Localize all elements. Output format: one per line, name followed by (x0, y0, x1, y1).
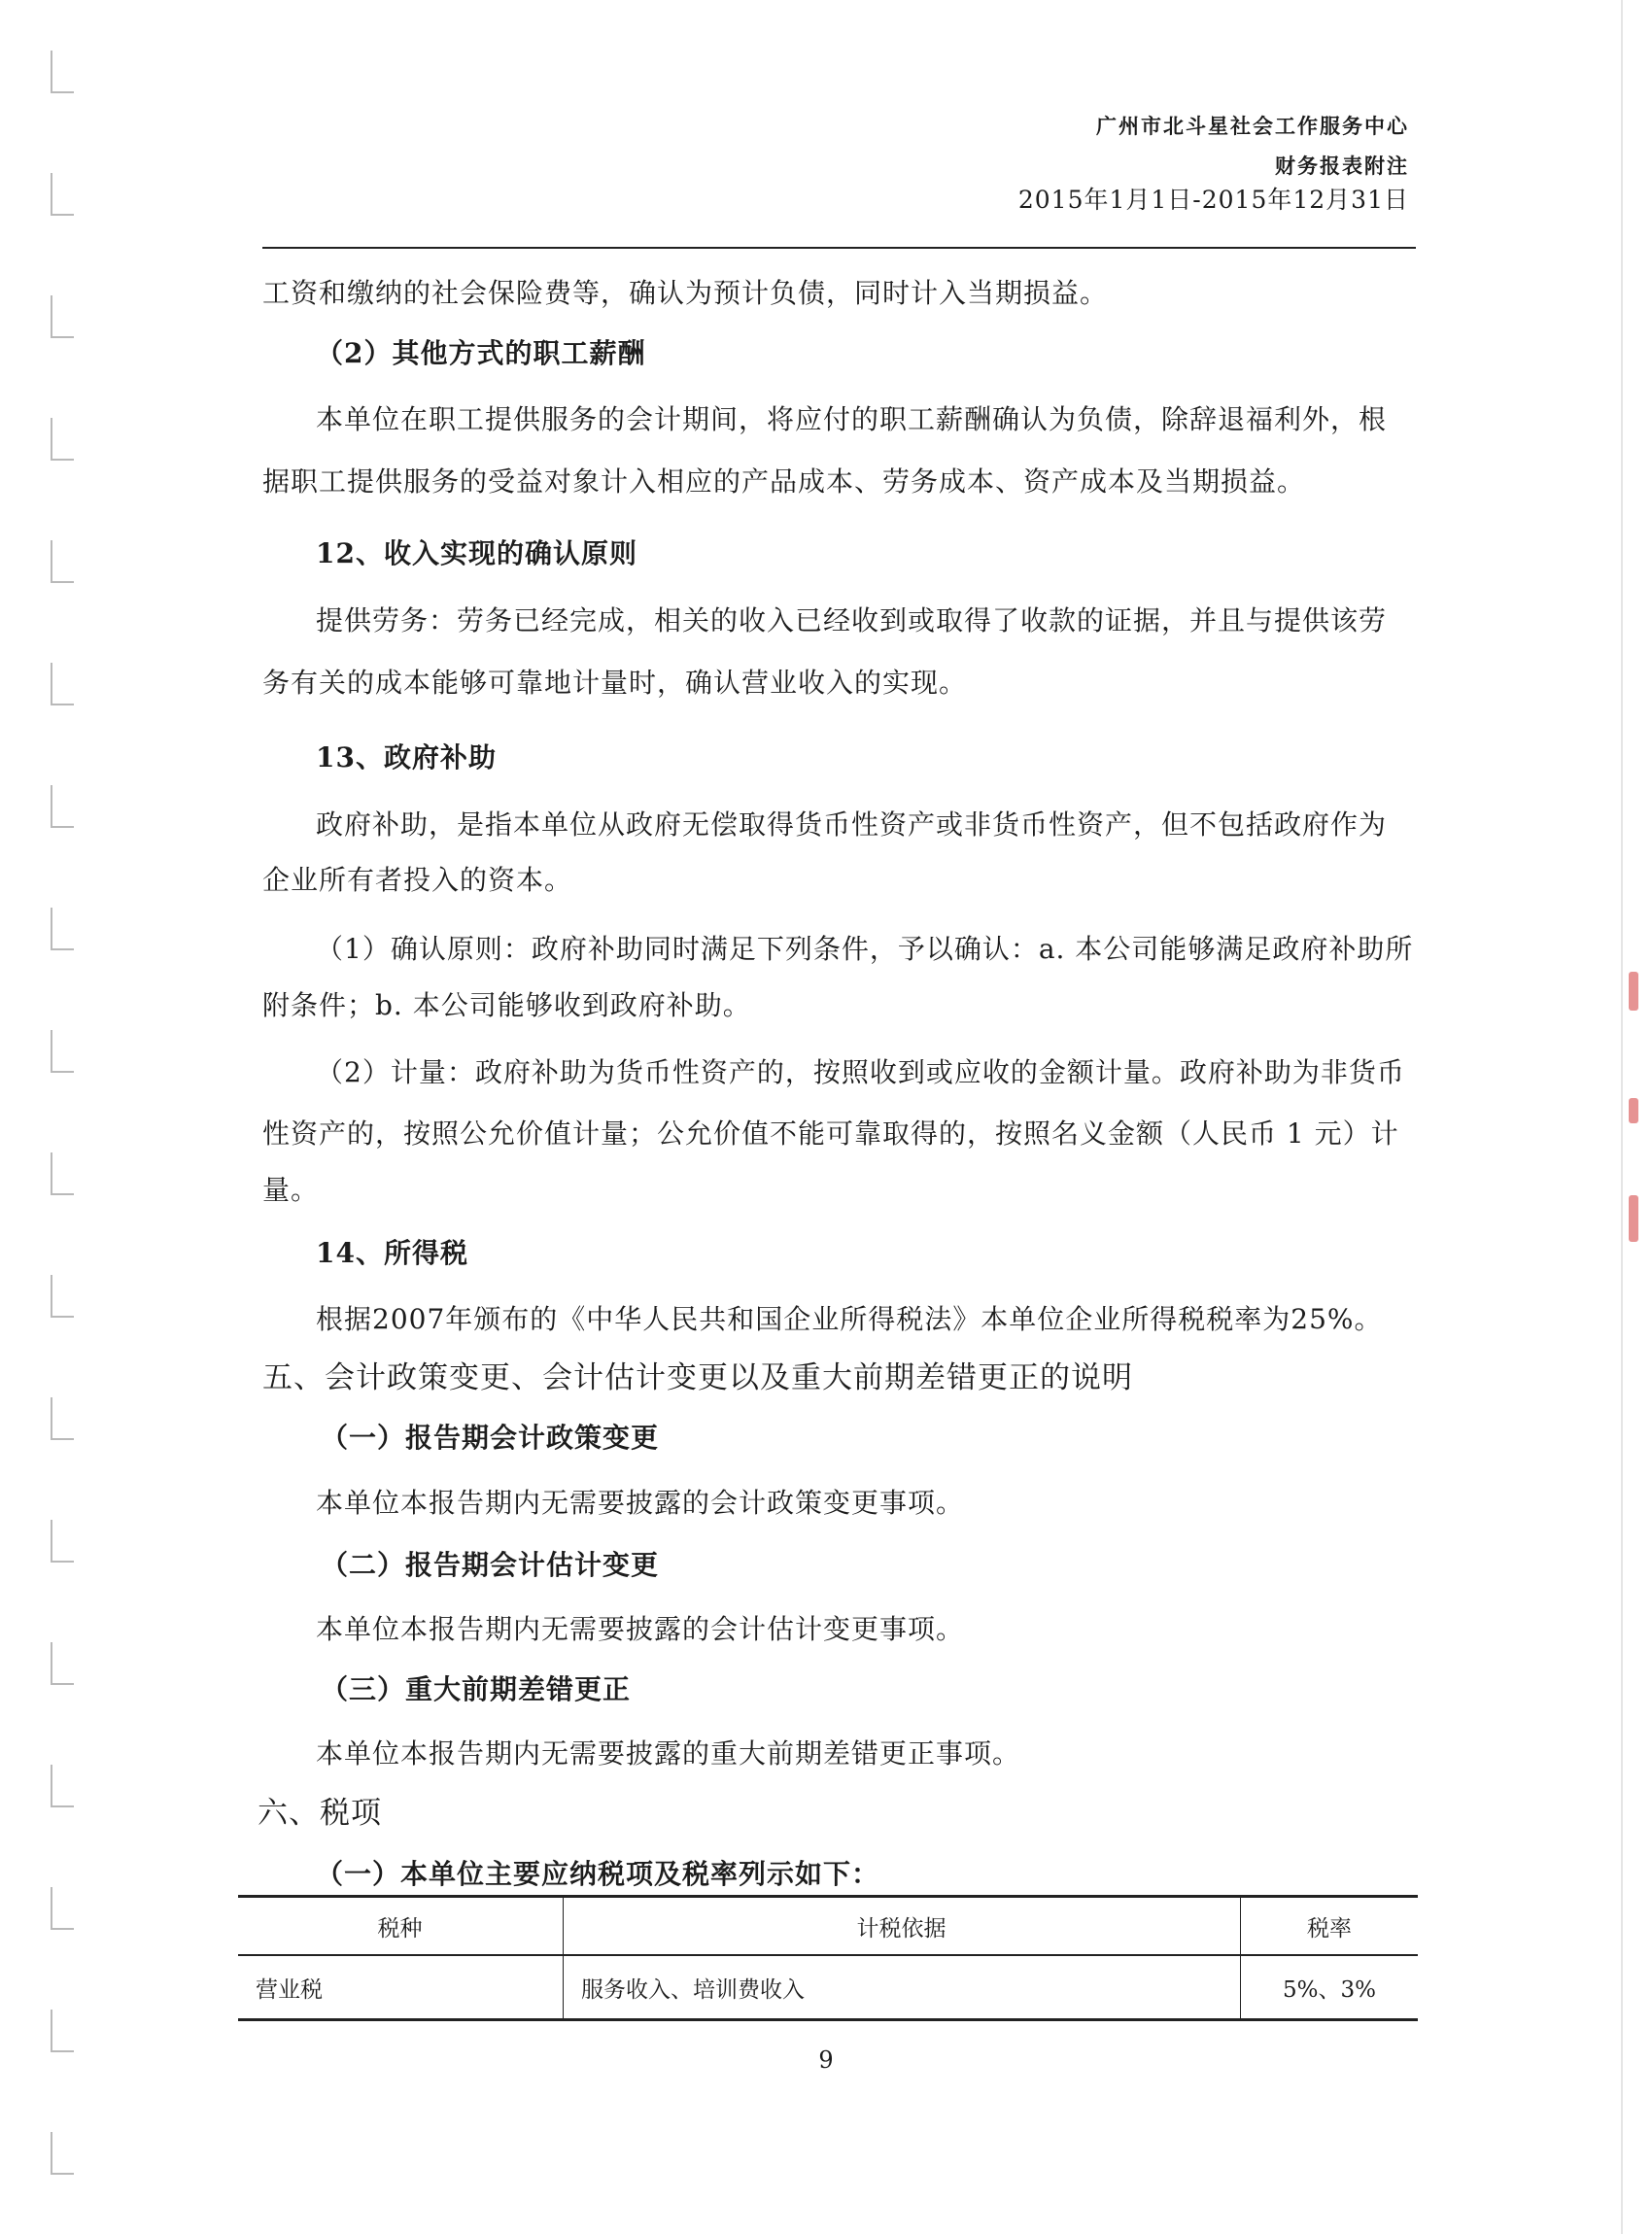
paragraph: 附条件；b. 本公司能够收到政府补助。 (262, 989, 751, 1021)
binding-mark (51, 1765, 74, 1807)
doc-title: 财务报表附注 (1275, 154, 1409, 178)
binding-mark (51, 1275, 74, 1318)
paragraph: 务有关的成本能够可靠地计量时，确认营业收入的实现。 (262, 667, 968, 699)
binding-mark (51, 295, 74, 338)
report-period: 2015年1月1日-2015年12月31日 (1017, 186, 1409, 214)
org-name: 广州市北斗星社会工作服务中心 (1096, 114, 1409, 138)
paragraph: 根据2007年颁布的《中华人民共和国企业所得税法》本单位企业所得税税率为25%。 (316, 1303, 1383, 1335)
tax-table (238, 1895, 1418, 2021)
section-heading-13: 13、政府补助 (316, 741, 497, 773)
subheading: （一）报告期会计政策变更 (321, 1422, 660, 1454)
binding-mark (51, 418, 74, 461)
binding-mark (51, 663, 74, 705)
paragraph: （1）确认原则：政府补助同时满足下列条件，予以确认：a. 本公司能够满足政府补助所 (316, 933, 1414, 965)
paragraph: 提供劳务：劳务已经完成，相关的收入已经收到或取得了收款的证据，并且与提供该劳 (316, 604, 1388, 636)
subheading: （2）其他方式的职工薪酬 (316, 337, 646, 369)
paragraph: 本单位本报告期内无需要披露的会计政策变更事项。 (316, 1487, 965, 1519)
section-heading-5: 五、会计政策变更、会计估计变更以及重大前期差错更正的说明 (262, 1360, 1133, 1395)
binding-mark (51, 1642, 74, 1685)
seal-fragment (1629, 972, 1638, 1011)
binding-mark (51, 540, 74, 583)
paragraph: 性资产的，按照公允价值计量；公允价值不能可靠取得的，按照名义金额（人民币 1 元）计 (262, 1117, 1399, 1150)
binding-mark (51, 785, 74, 828)
paragraph: （2）计量：政府补助为货币性资产的，按照收到或应收的金额计量。政府补助为非货币 (316, 1056, 1405, 1088)
binding-mark (51, 1152, 74, 1195)
binding-mark (51, 908, 74, 950)
header-rule (262, 247, 1416, 249)
paragraph: 量。 (262, 1174, 320, 1206)
paragraph: 本单位在职工提供服务的会计期间，将应付的职工薪酬确认为负债，除辞退福利外，根 (316, 403, 1388, 435)
section-heading-6: 六、税项 (258, 1796, 382, 1831)
section-heading-12: 12、收入实现的确认原则 (316, 537, 637, 569)
seal-fragment (1629, 1098, 1638, 1123)
cell-tax-type: 营业税 (256, 1976, 323, 2003)
subheading: （一）本单位主要应纳税项及税率列示如下： (316, 1858, 880, 1890)
binding-mark (51, 173, 74, 216)
section-heading-14: 14、所得税 (316, 1237, 468, 1269)
paragraph: 据职工提供服务的受益对象计入相应的产品成本、劳务成本、资产成本及当期损益。 (262, 465, 1306, 498)
binding-mark (51, 1397, 74, 1440)
binding-mark (51, 1030, 74, 1073)
cell-tax-basis: 服务收入、培训费收入 (564, 1955, 1241, 2020)
paragraph: 本单位本报告期内无需要披露的会计估计变更事项。 (316, 1613, 965, 1645)
subheading: （三）重大前期差错更正 (321, 1673, 632, 1705)
header-tax-rate: 税率 (1241, 1897, 1419, 1956)
header-tax-basis: 计税依据 (564, 1897, 1241, 1956)
paragraph: 本单位本报告期内无需要披露的重大前期差错更正事项。 (316, 1737, 1021, 1770)
page-edge (1621, 0, 1623, 2234)
paragraph: 企业所有者投入的资本。 (262, 864, 573, 896)
page-number: 9 (818, 2046, 834, 2074)
tax-rate-table (238, 1895, 1418, 2021)
table-header-row (238, 1897, 1418, 1956)
subheading: （二）报告期会计估计变更 (321, 1549, 660, 1581)
binding-mark (51, 1887, 74, 1930)
binding-mark (51, 1520, 74, 1563)
cell-tax-rate: 5%、3% (1241, 1955, 1419, 2020)
binding-mark (51, 51, 74, 93)
seal-fragment (1629, 1195, 1638, 1242)
paragraph: 政府补助，是指本单位从政府无偿取得货币性资产或非货币性资产，但不包括政府作为 (316, 808, 1388, 841)
header-tax-type: 税种 (377, 1915, 423, 1942)
paragraph: 工资和缴纳的社会保险费等，确认为预计负债，同时计入当期损益。 (262, 277, 1109, 309)
table-row (238, 1955, 1418, 2020)
binding-mark (51, 2132, 74, 2175)
